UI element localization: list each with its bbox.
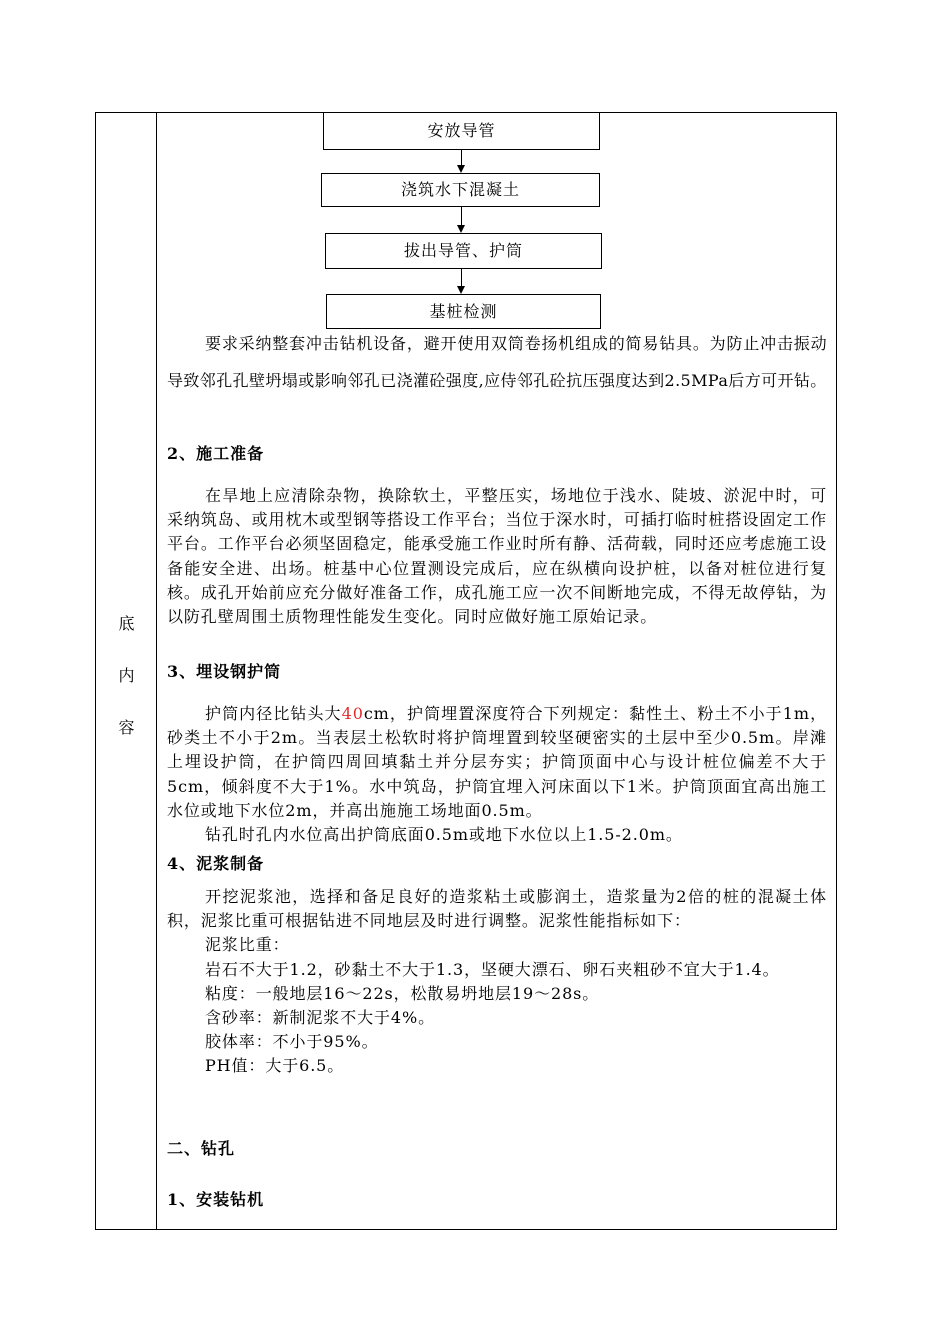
slurry-item-viscosity: 粘度：一般地层16～22s，松散易坍地层19～28s。 [205, 983, 600, 1003]
casing-paragraph [167, 702, 827, 847]
intro-text: 要求采纳整套冲击钻机设备，避开使用双筒卷扬机组成的简易钻具。为防止冲击振动导致邻孔孔壁坍塌或影响邻孔已浇灌砼强度,应侍邻孔砼抗压强度达到2.5MPa后方可开钻。 [167, 334, 827, 390]
flow-arrow-2 [461, 207, 462, 225]
flow-arrow-head-1 [457, 165, 465, 173]
slurry-item-ph: PH值：大于6.5。 [205, 1056, 345, 1076]
intro-paragraph [167, 325, 827, 399]
flow-step-pour-concrete: 浇筑水下混凝土 [321, 173, 600, 207]
casing-text-2: 钻孔时孔内水位高出护筒底面0.5m或地下水位以上1.5-2.0m。 [205, 825, 683, 845]
preparation-text: 在旱地上应清除杂物，换除软土，平整压实，场地位于浅水、陡坡、淤泥中时，可采纳筑岛、或用枕木或型钢等搭设工作平台；当位于深水时，可插打临时桩搭设固定工作平台。工作平台必须坚固稳定，能承受施工作业时所有静、活荷载，同时还应考虑施工设备能安全进、出场。桩基中心位置测设完成后，应在纵横向设护桩，以备对桩位进行复核。成孔开始前应充分做好准备工作，成孔施工应一次不间断地完成，不得无故停钻，为以防孔壁周围土质物理性能发生变化。同时应做好施工原始记录。 [167, 486, 827, 627]
flow-step-extract-casing: 拔出导管、护筒 [325, 233, 602, 269]
casing-text-after: cm，护筒埋置深度符合下列规定：黏性土、粉土不小于1m，砂类土不小于2m。当表层土松软时将护筒埋置到较坚硬密实的土层中至少0.5m。岸滩上埋设护筒，在护筒四周回填黏土并分层夯实；护筒顶面中心与设计桩位偏差不大于5cm，倾斜度不大于1%。水中筑岛，护筒宜埋入河床面以下1米。护筒顶面宜高出施工水位或地下水位2m，并高出施施工场地面0.5m。 [167, 704, 827, 820]
content-column [157, 113, 836, 1229]
slurry-item-density: 岩石不大于1.2，砂黏土不大于1.3，坚硬大漂石、卵石夹粗砂不宜大于1.4。 [205, 959, 780, 979]
label-char-1: 底 [118, 614, 135, 633]
casing-text [167, 702, 827, 823]
slurry-item-density-label: 泥浆比重： [205, 935, 290, 955]
section-heading-preparation: 2、施工准备 [167, 444, 265, 463]
casing-highlight-value: 40 [341, 704, 364, 723]
flow-step-pile-inspection: 基桩检测 [326, 294, 601, 329]
label-column [96, 113, 157, 1229]
slurry-paragraph [167, 885, 827, 1079]
flow-step-place-conduit: 安放导管 [323, 113, 600, 150]
flow-arrow-3 [461, 269, 462, 286]
slurry-text: 开挖泥浆池，选择和备足良好的造浆粘土或膨润土，造浆量为2倍的桩的混凝土体积，泥浆比重可根据钻进不同地层及时进行调整。泥浆性能指标如下： [167, 887, 827, 931]
part-heading-drilling: 二、钻孔 [167, 1139, 236, 1158]
slurry-item-colloid-rate: 胶体率：不小于95%。 [205, 1032, 379, 1052]
casing-text-before: 护筒内径比钻头大 [205, 704, 342, 723]
slurry-item-sand-content: 含砂率：新制泥浆不大于4%。 [205, 1008, 435, 1028]
label-char-2: 内 [118, 666, 135, 685]
section-heading-slurry: 4、泥浆制备 [167, 854, 265, 873]
section-heading-casing: 3、埋设钢护筒 [167, 662, 282, 681]
label-char-3: 容 [118, 718, 135, 737]
flow-arrow-1 [461, 150, 462, 165]
sub-heading-install-rig: 1、安装钻机 [167, 1190, 265, 1209]
flow-arrow-head-3 [457, 286, 465, 294]
content-table [95, 112, 837, 1230]
preparation-paragraph [167, 484, 827, 629]
flow-arrow-head-2 [457, 225, 465, 233]
